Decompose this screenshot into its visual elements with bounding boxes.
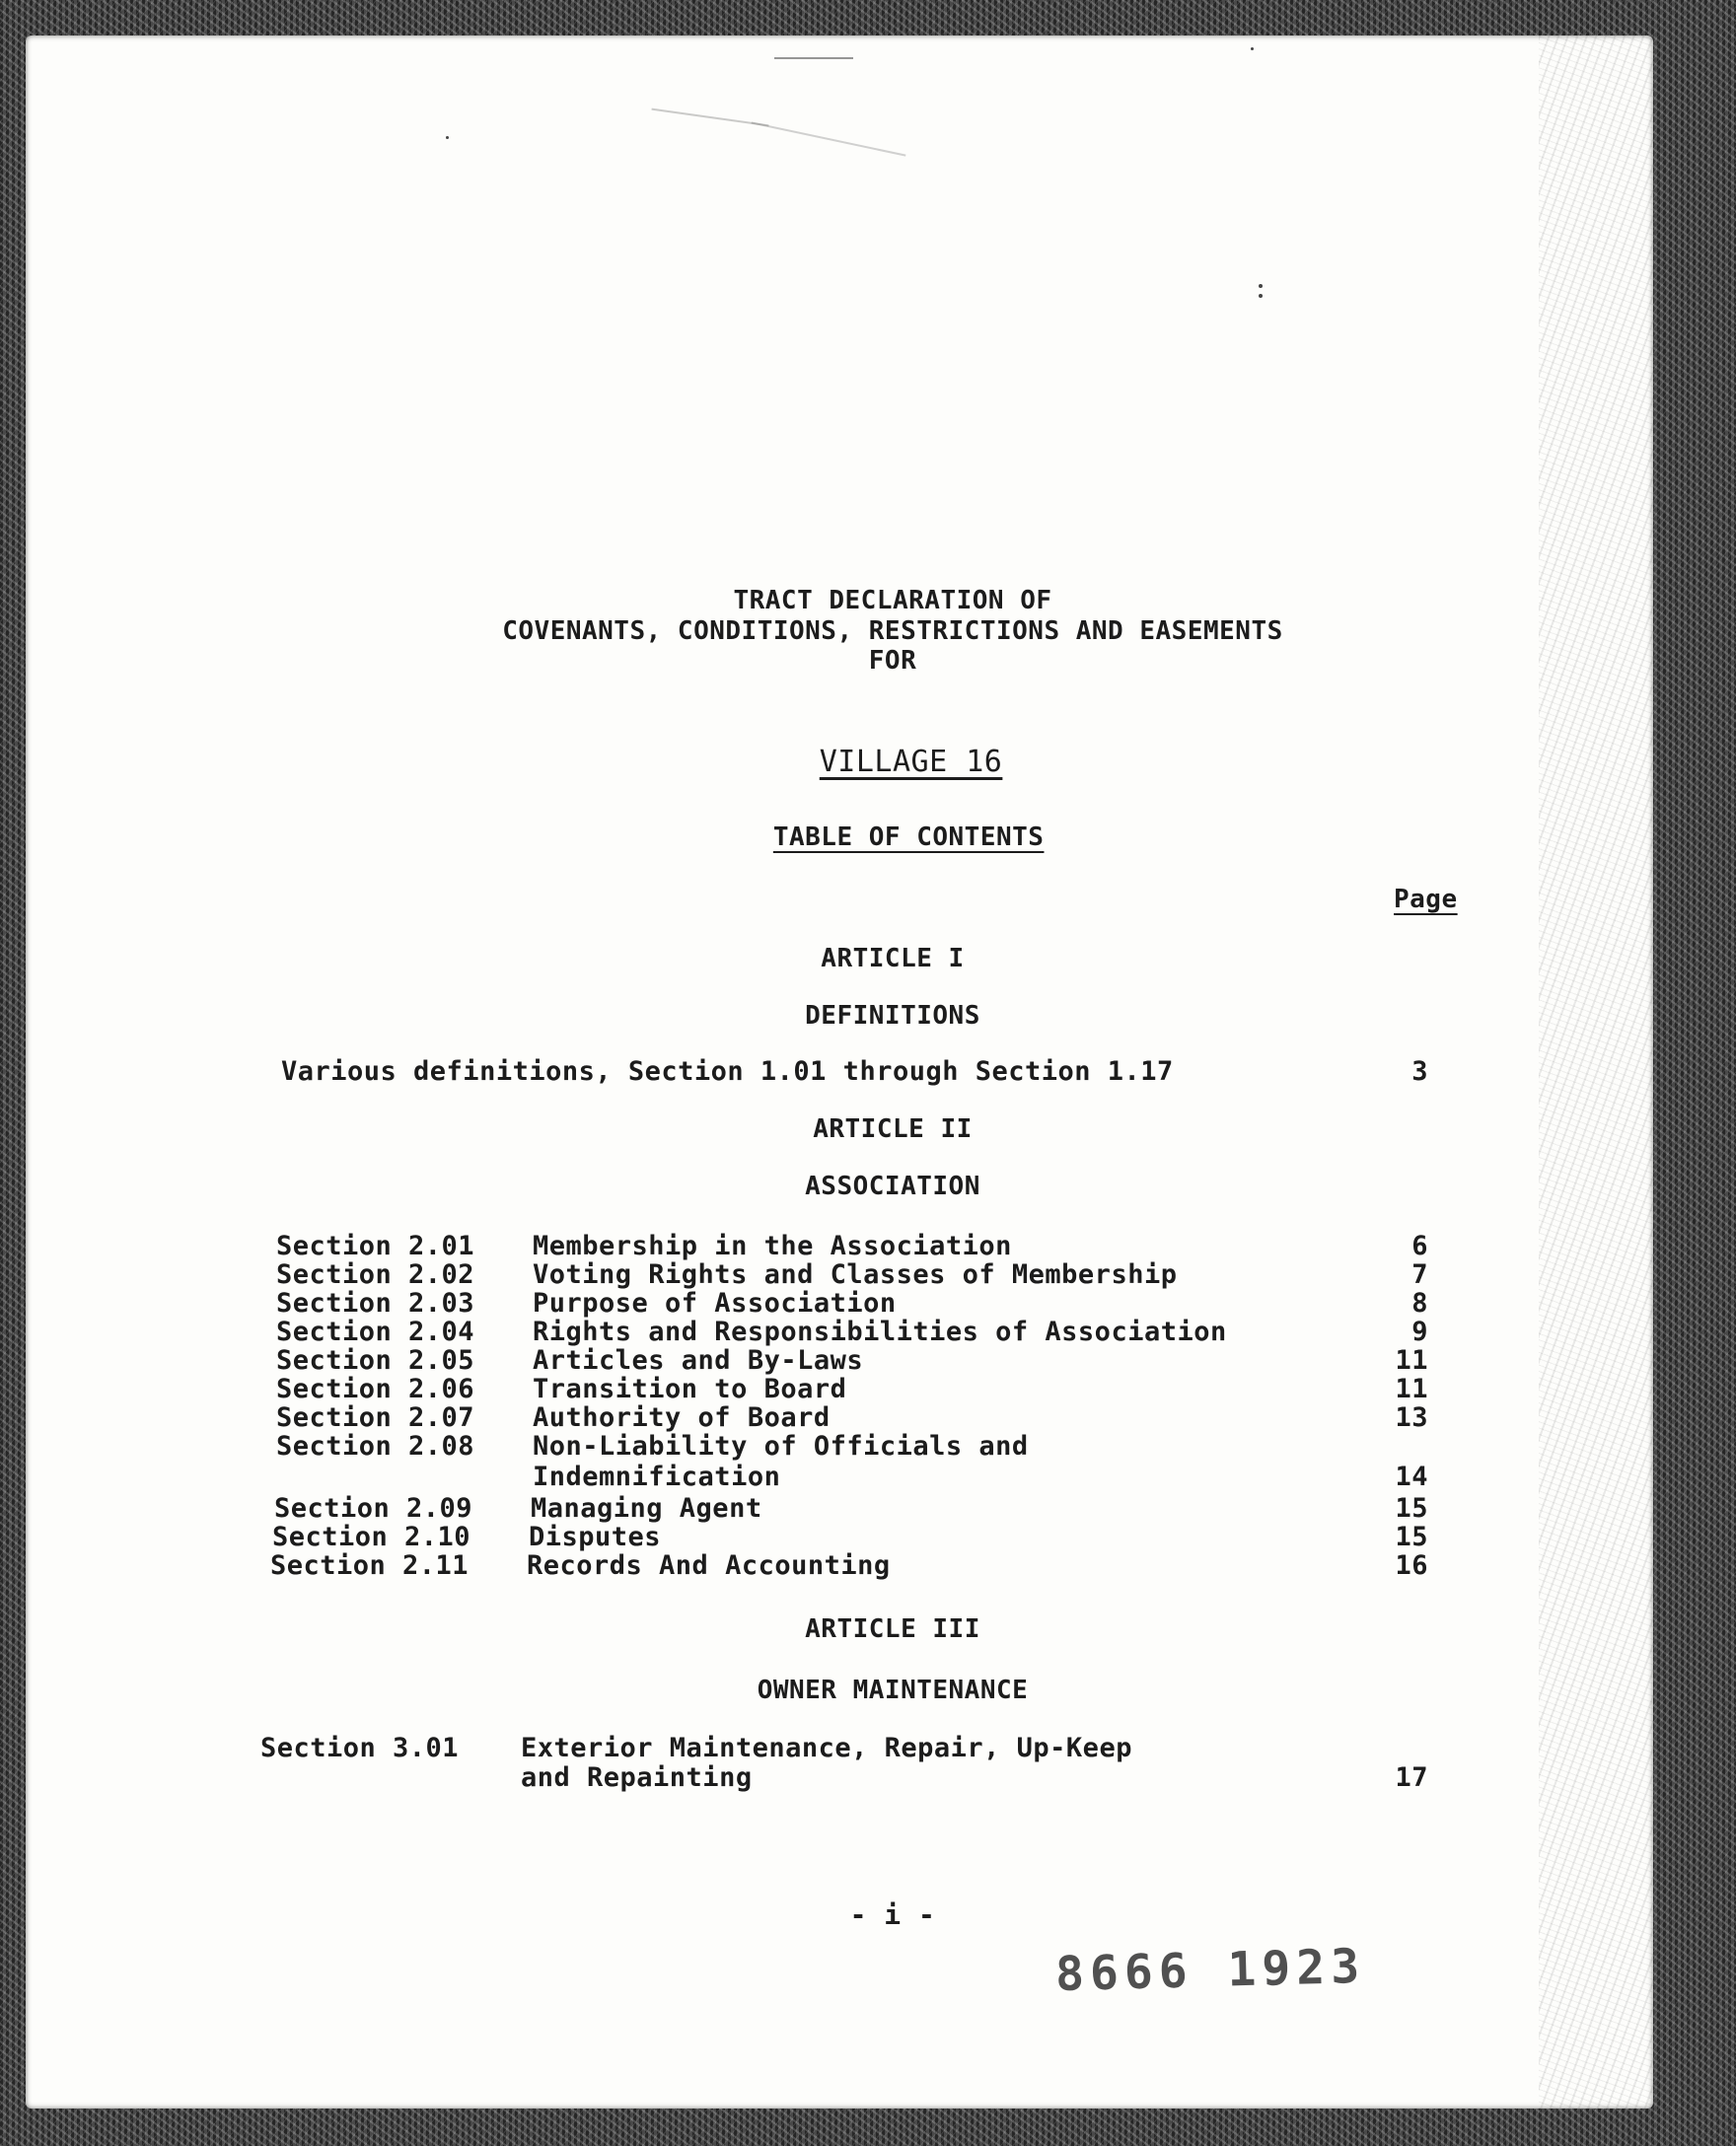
- toc-entry-title: Articles and By-Laws: [533, 1345, 864, 1376]
- recording-stamp: 8666 1923: [1054, 1938, 1366, 2003]
- toc-entry-title: Voting Rights and Classes of Membership: [533, 1259, 1178, 1290]
- toc-entry-title: Records And Accounting: [527, 1550, 891, 1581]
- toc-entry-title: Membership in the Association: [533, 1231, 1012, 1261]
- toc-entry-page: 6: [1411, 1231, 1428, 1261]
- toc-entry-section: Section 2.11: [270, 1550, 470, 1581]
- village-label: VILLAGE 16: [819, 745, 1003, 779]
- toc-entry-title: Non-Liability of Officials and: [533, 1431, 1029, 1462]
- toc-entry-title-continued: and Repainting: [521, 1762, 753, 1793]
- document-title-line2: COVENANTS, CONDITIONS, RESTRICTIONS AND EASEMENTS: [502, 616, 1283, 646]
- toc-entry-page: 11: [1395, 1374, 1428, 1404]
- article-3-number: ARTICLE III: [805, 1614, 980, 1644]
- toc-entry-section: Section 2.01: [276, 1231, 475, 1261]
- toc-entry-section: Section 2.03: [276, 1288, 475, 1319]
- toc-entry-page: 11: [1395, 1345, 1428, 1376]
- toc-entry-page: 9: [1411, 1317, 1428, 1347]
- toc-entry-page: 3: [1411, 1056, 1428, 1087]
- toc-entry-title: Disputes: [529, 1522, 662, 1552]
- toc-entry-page: 15: [1395, 1493, 1428, 1524]
- toc-entry-section: Section 2.04: [276, 1317, 475, 1347]
- toc-entry-section: Section 2.07: [276, 1402, 475, 1433]
- toc-entry-page: 16: [1395, 1550, 1428, 1581]
- article-1-name: DEFINITIONS: [805, 1001, 980, 1031]
- document-title-line1: TRACT DECLARATION OF: [733, 586, 1052, 615]
- page-number: - i -: [849, 1898, 936, 1931]
- scan-smudge: [774, 57, 853, 59]
- toc-entry-page: 17: [1395, 1762, 1428, 1793]
- article-2-number: ARTICLE II: [813, 1114, 973, 1144]
- scan-speck: [1259, 294, 1263, 298]
- page-column-label: Page: [1394, 885, 1458, 914]
- toc-entry-section: Section 2.08: [276, 1431, 475, 1462]
- article-1-number: ARTICLE I: [821, 944, 965, 973]
- scan-speck: [446, 136, 449, 139]
- toc-entry-section: Section 2.02: [276, 1259, 475, 1290]
- toc-entry-section: Section 2.10: [272, 1522, 471, 1552]
- toc-entry-section: Section 2.09: [274, 1493, 473, 1524]
- toc-entry-title-continued: Indemnification: [533, 1462, 781, 1492]
- toc-entry-title: Authority of Board: [533, 1402, 831, 1433]
- scan-speck: [1259, 284, 1263, 288]
- toc-entry-page: 8: [1411, 1288, 1428, 1319]
- toc-entry-title: Transition to Board: [533, 1374, 847, 1404]
- document-title-line3: FOR: [868, 646, 917, 676]
- toc-heading: [0, 793, 1736, 852]
- toc-entry-title: Purpose of Association: [533, 1288, 897, 1319]
- village-title: [0, 710, 1736, 779]
- scan-speck: [1251, 47, 1254, 50]
- toc-heading-label: TABLE OF CONTENTS: [772, 823, 1045, 852]
- toc-entry-title: Various definitions, Section 1.01 through Section 1.17: [281, 1056, 1174, 1087]
- toc-entry-title: Rights and Responsibilities of Association: [533, 1317, 1227, 1347]
- toc-entry-page: 15: [1395, 1522, 1428, 1552]
- toc-entry-page: 14: [1395, 1462, 1428, 1492]
- toc-entry-section: Section 3.01: [260, 1733, 460, 1763]
- toc-entry-section: Section 2.05: [276, 1345, 475, 1376]
- article-2-name: ASSOCIATION: [805, 1172, 980, 1201]
- toc-entry-title: Exterior Maintenance, Repair, Up-Keep: [521, 1733, 1132, 1763]
- toc-entry-page: 13: [1395, 1402, 1428, 1433]
- toc-entry-title: Managing Agent: [531, 1493, 762, 1524]
- toc-entry-page: 7: [1411, 1259, 1428, 1290]
- article-3-name: OWNER MAINTENANCE: [757, 1676, 1029, 1705]
- toc-entry-section: Section 2.06: [276, 1374, 475, 1404]
